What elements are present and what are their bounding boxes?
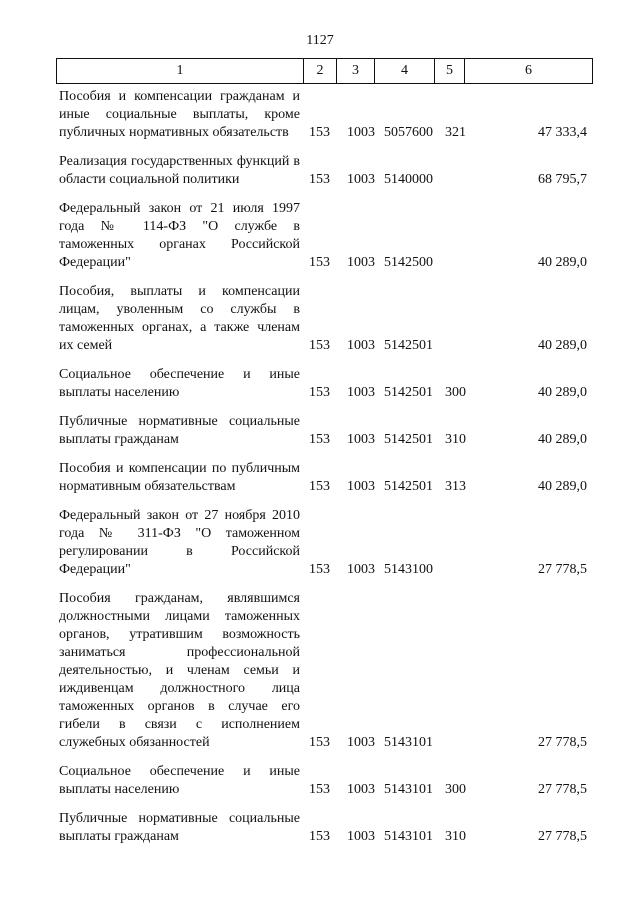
row-amount: 27 778,5	[538, 782, 587, 797]
row-target-code: 5143101	[384, 735, 433, 750]
table-row	[59, 460, 599, 496]
row-description: Федеральный закон от 27 ноября 2010 года № 311-ФЗ "О таможенном регулировании в Российской Федерации"	[59, 508, 300, 577]
row-amount: 27 778,5	[538, 829, 587, 844]
page-number: 1127	[306, 33, 334, 48]
row-section-code: 1003	[347, 735, 375, 750]
table-row	[59, 153, 599, 189]
table-row	[59, 507, 599, 579]
row-target-code: 5142501	[384, 432, 433, 447]
column-header-4: 4	[375, 59, 435, 83]
row-ministry-code: 153	[309, 338, 330, 353]
row-ministry-code: 153	[309, 125, 330, 140]
row-amount: 68 795,7	[538, 172, 587, 187]
row-target-code: 5140000	[384, 172, 433, 187]
row-ministry-code: 153	[309, 562, 330, 577]
row-target-code: 5143100	[384, 562, 433, 577]
row-section-code: 1003	[347, 172, 375, 187]
row-description: Пособия, выплаты и компенсации лицам, уволенным со службы в таможенных органах, а также членам их семей	[59, 284, 300, 353]
row-expense-type: 300	[445, 385, 466, 400]
row-amount: 27 778,5	[538, 562, 587, 577]
row-ministry-code: 153	[309, 172, 330, 187]
table-row	[59, 283, 599, 355]
row-section-code: 1003	[347, 338, 375, 353]
table-row	[59, 88, 599, 142]
table-row	[59, 200, 599, 272]
row-amount: 40 289,0	[538, 255, 587, 270]
row-section-code: 1003	[347, 562, 375, 577]
table-row	[59, 413, 599, 449]
row-expense-type: 310	[445, 432, 466, 447]
row-section-code: 1003	[347, 782, 375, 797]
row-description: Реализация государственных функций в области социальной политики	[59, 154, 300, 187]
table-row	[59, 763, 599, 799]
table-header	[56, 58, 593, 84]
row-description: Пособия и компенсации по публичным нормативным обязательствам	[59, 461, 300, 494]
row-target-code: 5143101	[384, 782, 433, 797]
row-amount: 40 289,0	[538, 338, 587, 353]
row-description: Социальное обеспечение и иные выплаты населению	[59, 367, 300, 400]
row-description: Публичные нормативные социальные выплаты гражданам	[59, 414, 300, 447]
row-target-code: 5142500	[384, 255, 433, 270]
row-section-code: 1003	[347, 255, 375, 270]
row-section-code: 1003	[347, 829, 375, 844]
row-description: Публичные нормативные социальные выплаты гражданам	[59, 811, 300, 844]
row-target-code: 5143101	[384, 829, 433, 844]
row-ministry-code: 153	[309, 255, 330, 270]
row-section-code: 1003	[347, 432, 375, 447]
row-description: Пособия гражданам, являвшимся должностными лицами таможенных органов, утратившим возможность заниматься профессиональной деятельностью, и членам семьи и иждивенцам должностного лица таможенных органов в случае его гибели в связи с исполнением служебных обязанностей	[59, 591, 300, 750]
row-ministry-code: 153	[309, 432, 330, 447]
row-target-code: 5142501	[384, 385, 433, 400]
row-section-code: 1003	[347, 125, 375, 140]
row-ministry-code: 153	[309, 735, 330, 750]
row-description: Пособия и компенсации гражданам и иные социальные выплаты, кроме публичных нормативных обязательств	[59, 89, 300, 140]
row-section-code: 1003	[347, 479, 375, 494]
row-section-code: 1003	[347, 385, 375, 400]
row-description: Социальное обеспечение и иные выплаты населению	[59, 764, 300, 797]
row-amount: 40 289,0	[538, 432, 587, 447]
column-header-2: 2	[304, 59, 337, 83]
row-expense-type: 310	[445, 829, 466, 844]
table-body	[59, 88, 599, 857]
row-amount: 40 289,0	[538, 385, 587, 400]
row-target-code: 5142501	[384, 479, 433, 494]
row-expense-type: 300	[445, 782, 466, 797]
table-row	[59, 366, 599, 402]
row-ministry-code: 153	[309, 385, 330, 400]
table-row	[59, 810, 599, 846]
column-header-5: 5	[435, 59, 465, 83]
row-ministry-code: 153	[309, 829, 330, 844]
row-description: Федеральный закон от 21 июля 1997 года № 114-ФЗ "О службе в таможенных органах Российской Федерации"	[59, 201, 300, 270]
column-header-3: 3	[337, 59, 375, 83]
row-expense-type: 321	[445, 125, 466, 140]
row-ministry-code: 153	[309, 782, 330, 797]
column-header-6: 6	[525, 63, 532, 78]
row-amount: 47 333,4	[538, 125, 587, 140]
row-amount: 27 778,5	[538, 735, 587, 750]
row-amount: 40 289,0	[538, 479, 587, 494]
table-row	[59, 590, 599, 752]
row-ministry-code: 153	[309, 479, 330, 494]
row-target-code: 5142501	[384, 338, 433, 353]
row-target-code: 5057600	[384, 125, 433, 140]
column-header-1: 1	[57, 59, 304, 83]
row-expense-type: 313	[445, 479, 466, 494]
